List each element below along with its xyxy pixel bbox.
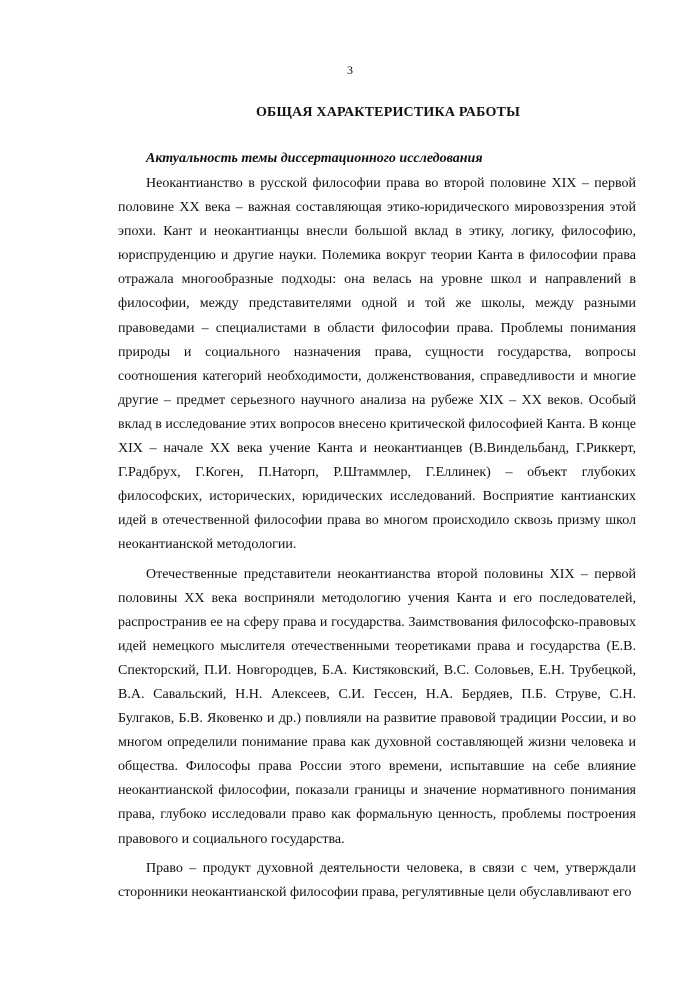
paragraph-3: Право – продукт духовной деятельности человека, в связи с чем, утверждали сторонники неокантианской философии права, регулятивные цели обуславливают его bbox=[118, 860, 636, 900]
body-text bbox=[118, 172, 636, 910]
page-number: 3 bbox=[347, 63, 353, 77]
paragraph-2: Отечественные представители неокантианства второй половины XIX – первой половины XX века восприняли методологию учения Канта и его последователей, распространив ее на сферу права и государства. Заимствования философско-правовых идей немецкого мыслителя отечественными теоретиками права и государства (Е.В. Спекторский, П.И. Новгородцев, Б.А. Кистяковский, В.С. Соловьев, Е.Н. Трубецкой, В.А. Савальский, Н.Н. Алексеев, С.И. Гессен, Н.А. Бердяев, П.Б. Струве, С.Н. Булгаков, Б.В. Яковенко и др.) повлияли на развитие правовой традиции России, и во многом определили понимание права как духовной составляющей жизни человека и общества. Философы права России этого времени, испытавшие на себе влияние неокантианской философии, показали границы и значение нормативного понимания права, глубоко исследовали право как формальную ценность, проблемы построения правового и социального государства. bbox=[118, 566, 636, 847]
paragraph-1: Неокантианство в русской философии права во второй половине XIX – первой половине XX века – важная составляющая этико-юридического мировоззрения этой эпохи. Кант и неокантианцы внесли большой вклад в этику, логику, философию, юриспруденцию и другие науки. Полемика вокруг теории Канта в философии права отражала многообразные подходы: она велась на уровне школ и направлений в философии, между представителями одной и той же школы, между разными правоведами – специалистами в области философии права. Проблемы понимания природы и социального назначения права, сущности государства, вопросы соотношения категорий необходимости, долженствования, справедливости и многие другие – предмет серьезного научного анализа на рубеже XIX – XX веков. Особый вклад в исследование этих вопросов внесено критической философией Канта. В конце XIX – начале XX века учение Канта и неокантианцев (В.Виндельбанд, Г.Риккерт, Г.Радбрух, Г.Коген, П.Наторп, Р.Штаммлер, Г.Еллинек) – объект глубоких философских, исторических, юридических исследований. Восприятие кантианских идей в отечественной философии права во многом происходило сквозь призму школ неокантианской методологии. bbox=[118, 176, 636, 553]
page-title: ОБЩАЯ ХАРАКТЕРИСТИКА РАБОТЫ bbox=[255, 105, 521, 120]
section-heading: Актуальность темы диссертационного исследования bbox=[146, 151, 483, 166]
